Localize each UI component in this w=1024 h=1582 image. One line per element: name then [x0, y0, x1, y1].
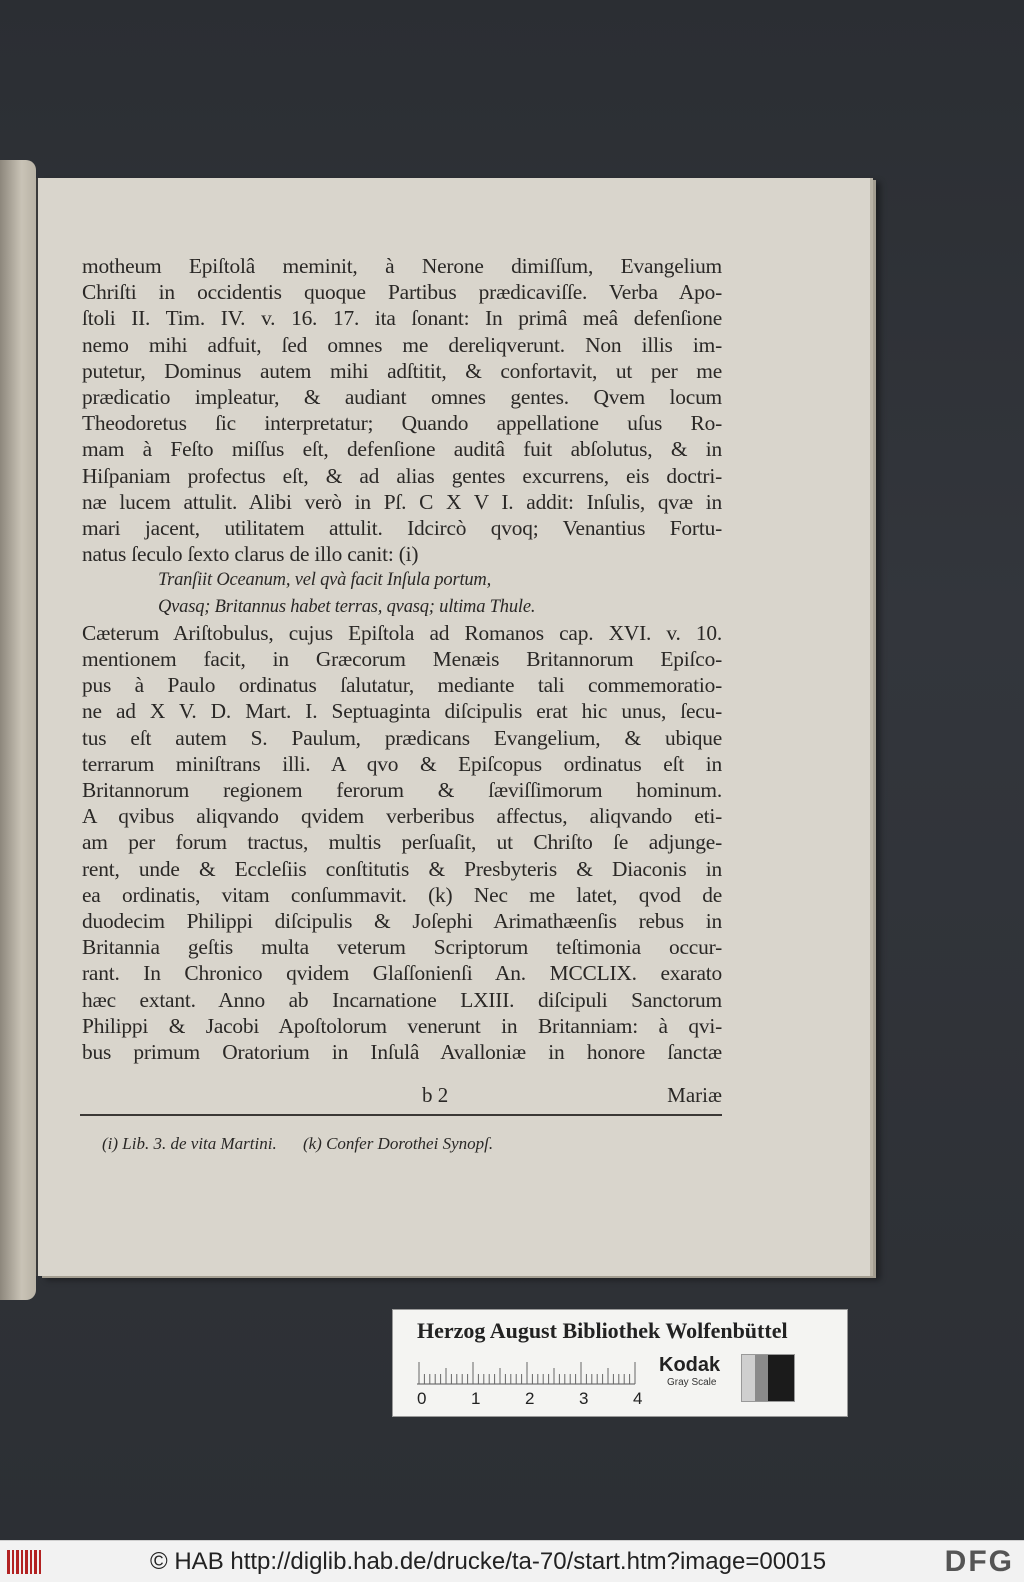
ruler-number: 3 — [579, 1389, 589, 1408]
ruler-number: 0 — [417, 1389, 427, 1408]
text-line: tus eſt autem S. Paulum, prædicans Evangelium, & ubique — [82, 725, 722, 750]
text-line: terrarum miniſtrans illi. A qvo & Epiſcopus ordinatus eſt in — [82, 751, 722, 776]
text-line: putetur, Dominus autem mihi adſtitit, & confortavit, ut per me — [82, 358, 722, 383]
ruler-number: 1 — [471, 1389, 481, 1408]
credit-bar — [0, 1540, 1024, 1582]
text-line: A qvibus aliqvando qvidem verberibus affectus, aliqvando eti- — [82, 804, 722, 829]
paragraph-1 — [82, 253, 722, 567]
text-line: pus à Paulo ordinatus ſalutatur, mediante tali commemoratio- — [82, 673, 722, 698]
library-color-card — [392, 1309, 848, 1417]
signature-mark: b 2 — [422, 1083, 449, 1107]
text-line: ne ad X V. D. Mart. I. Septuaginta diſcipulis erat hic unus, ſecu- — [82, 699, 722, 724]
text-line: rant. In Chronico qvidem Glaſſonienſi An. MCCLIX. exarato — [82, 961, 722, 986]
text-line: mentionem facit, in Græcorum Menæis Britannorum Epiſco- — [82, 647, 722, 672]
text-line: Philippi & Jacobi Apoſtolorum venerunt in Britanniam: à qvi- — [82, 1013, 722, 1038]
text-line: bus primum Oratorium in Inſulâ Avalloniæ in honore ſanctæ — [82, 1040, 722, 1065]
gray-scale-patch — [741, 1354, 795, 1402]
text-line: næ lucem attulit. Alibi verò in Pſ. C X V I. addit: Inſulis, qvæ in — [82, 489, 722, 514]
page-gutter-line — [36, 178, 38, 1276]
ruler-number: 2 — [525, 1389, 535, 1408]
text-line: Britannorum regionem ferorum & ſæviſſimorum hominum. — [82, 778, 722, 803]
footnote-rule — [80, 1114, 722, 1116]
card-title: Herzog August Bibliothek Wolfenbüttel — [417, 1318, 788, 1343]
kodak-brand: Kodak — [659, 1354, 721, 1376]
ruler-number: 4 — [633, 1389, 643, 1408]
text-line: motheum Epiſtolâ meminit, à Nerone dimiſſum, Evangelium — [82, 254, 722, 278]
text-line: ſtoli II. Tim. IV. v. 16. 17. ita ſonant: In primâ meâ defenſione — [82, 306, 722, 331]
credit-text: © HAB http://diglib.hab.de/drucke/ta-70/start.htm?image=00015 — [150, 1548, 827, 1575]
text-line: rent, unde & Eccleſiis conſtitutis & Presbyteris & Diaconis in — [82, 856, 722, 881]
hab-logo-icon — [6, 1547, 46, 1577]
catchword: Mariæ — [667, 1083, 722, 1107]
kodak-subtitle: Gray Scale — [667, 1377, 717, 1388]
ruler-scale — [417, 1356, 637, 1386]
text-line: ea ordinatis, vitam conſummavit. (k) Nec me latet, qvod de — [82, 882, 722, 907]
text-line: Hiſpaniam profectus eſt, & ad alias gentes excurrens, eis doctri- — [82, 463, 722, 488]
verse-line: Qvasq; Britannus habet terras, qvasq; ultima Thule. — [158, 596, 536, 617]
footnotes — [102, 1134, 515, 1154]
text-line: Britannia geſtis multa veterum Scriptorum teſtimonia occur- — [82, 935, 722, 960]
footnote-k: (k) Confer Dorothei Synopſ. — [302, 1134, 494, 1153]
text-line: natus ſeculo ſexto clarus de illo canit: (i) — [82, 542, 419, 567]
page-foot-row — [82, 1083, 722, 1113]
text-line: prædicatio impleatur, & audiant omnes gentes. Qvem locum — [82, 385, 722, 410]
text-line: Theodoretus ſic interpretatur; Quando appellatione uſus Ro- — [82, 411, 722, 436]
text-line: mari jacent, utilitatem attulit. Idcircò qvoq; Venantius Fortu- — [82, 516, 722, 541]
text-line: nemo mihi adfuit, ſed omnes me dereliqverunt. Non illis im- — [82, 332, 722, 357]
text-line: am per forum tractus, multis perſuaſit, ut Chriſto ſe adjunge- — [82, 830, 722, 855]
paragraph-2 — [82, 620, 722, 1065]
verse-line: Tranſiit Oceanum, vel qvà facit Inſula portum, — [158, 570, 492, 591]
text-line: mam à Feſto miſſus eſt, defenſione auditâ fuit abſolutus, & in — [82, 437, 722, 462]
main-text — [82, 253, 722, 1065]
text-line: duodecim Philippi diſcipulis & Joſephi Arimathæenſis rebus in — [82, 909, 722, 934]
previous-page-edge — [0, 160, 36, 1300]
footnote-i: (i) Lib. 3. de vita Martini. — [102, 1134, 277, 1153]
verse-quote — [82, 567, 722, 619]
dfg-logo: DFG — [944, 1545, 1014, 1578]
text-line: Chriſti in occidentis quoque Partibus prædicaviſſe. Verba Apo- — [82, 280, 722, 305]
text-line: Cæterum Ariſtobulus, cujus Epiſtola ad Romanos cap. XVI. v. 10. — [82, 620, 722, 645]
text-line: hæc extant. Anno ab Incarnatione LXIII. diſcipuli Sanctorum — [82, 987, 722, 1012]
